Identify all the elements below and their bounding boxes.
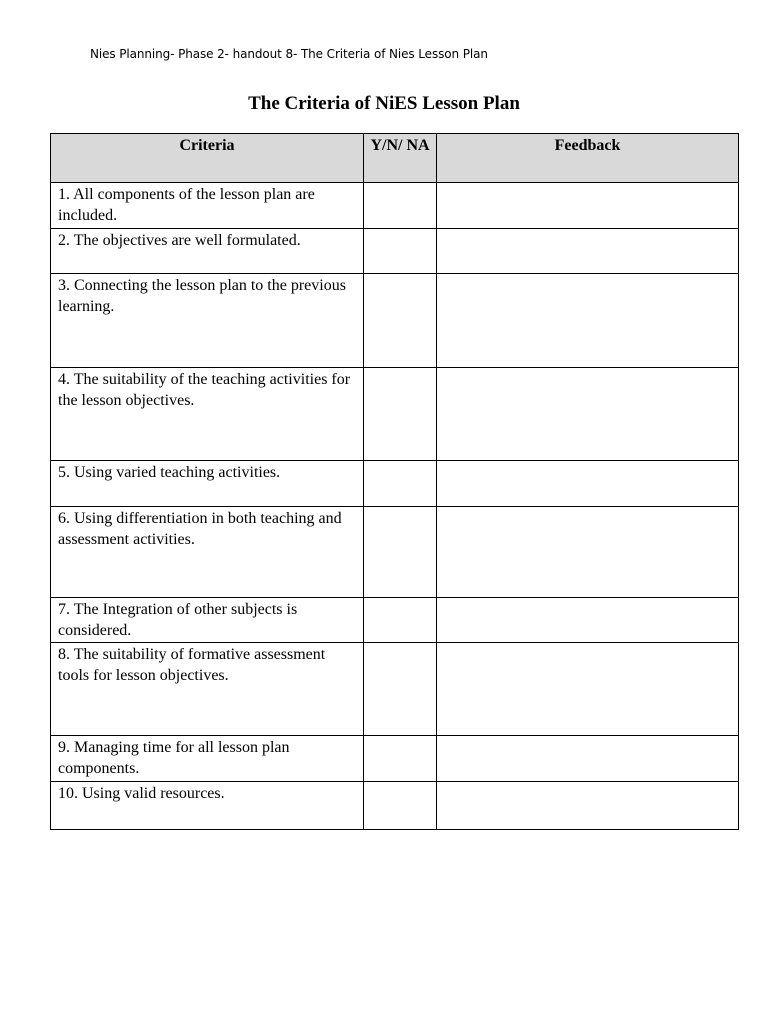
criteria-text: 2. The objectives are well formulated.: [58, 232, 301, 249]
table-row: [51, 598, 739, 643]
yn-cell[interactable]: [364, 368, 437, 461]
yn-cell[interactable]: [364, 507, 437, 598]
table-row: [51, 229, 739, 274]
criteria-text: 10. Using valid resources.: [58, 785, 225, 802]
feedback-cell[interactable]: [437, 598, 739, 643]
document-title: The Criteria of NiES Lesson Plan: [248, 93, 520, 114]
criteria-text: 1. All components of the lesson plan are included.: [58, 186, 315, 224]
feedback-cell[interactable]: [437, 736, 739, 782]
criteria-text: 4. The suitability of the teaching activities for the lesson objectives.: [58, 371, 351, 409]
table-row: [51, 736, 739, 782]
yn-cell[interactable]: [364, 229, 437, 274]
feedback-cell[interactable]: [437, 229, 739, 274]
yn-cell[interactable]: [364, 461, 437, 507]
table-row: [51, 643, 739, 736]
criteria-table: [50, 133, 739, 830]
column-header-yn-na: Y/N/ NA: [364, 134, 437, 183]
feedback-cell[interactable]: [437, 507, 739, 598]
feedback-cell[interactable]: [437, 274, 739, 368]
criteria-text: 5. Using varied teaching activities.: [58, 464, 281, 481]
feedback-cell[interactable]: [437, 461, 739, 507]
running-header: Nies Planning- Phase 2- handout 8- The Criteria of Nies Lesson Plan: [90, 47, 488, 61]
yn-cell[interactable]: [364, 598, 437, 643]
yn-cell[interactable]: [364, 274, 437, 368]
table-row: [51, 461, 739, 507]
criteria-text: 7. The Integration of other subjects is considered.: [58, 601, 298, 639]
criteria-text: 6. Using differentiation in both teaching and assessment activities.: [58, 510, 342, 548]
table-row: [51, 782, 739, 830]
criteria-cell: [51, 274, 364, 368]
yn-cell[interactable]: [364, 736, 437, 782]
feedback-cell[interactable]: [437, 643, 739, 736]
criteria-text: 9. Managing time for all lesson plan components.: [58, 739, 290, 777]
table-header-row: [51, 134, 739, 183]
table-row: [51, 507, 739, 598]
column-header-feedback: Feedback: [437, 134, 739, 183]
criteria-cell: [51, 736, 364, 782]
criteria-text: 8. The suitability of formative assessment tools for lesson objectives.: [58, 646, 326, 684]
feedback-cell[interactable]: [437, 782, 739, 830]
table-row: [51, 183, 739, 229]
table-row: [51, 274, 739, 368]
column-header-criteria: Criteria: [51, 134, 364, 183]
criteria-cell: [51, 507, 364, 598]
yn-cell[interactable]: [364, 183, 437, 229]
criteria-cell: [51, 368, 364, 461]
yn-cell[interactable]: [364, 782, 437, 830]
criteria-cell: [51, 229, 364, 274]
table-row: [51, 368, 739, 461]
yn-cell[interactable]: [364, 643, 437, 736]
criteria-text: 3. Connecting the lesson plan to the previous learning.: [58, 277, 346, 315]
criteria-cell: [51, 782, 364, 830]
feedback-cell[interactable]: [437, 183, 739, 229]
criteria-cell: [51, 598, 364, 643]
criteria-cell: [51, 643, 364, 736]
feedback-cell[interactable]: [437, 368, 739, 461]
criteria-cell: [51, 461, 364, 507]
criteria-cell: [51, 183, 364, 229]
